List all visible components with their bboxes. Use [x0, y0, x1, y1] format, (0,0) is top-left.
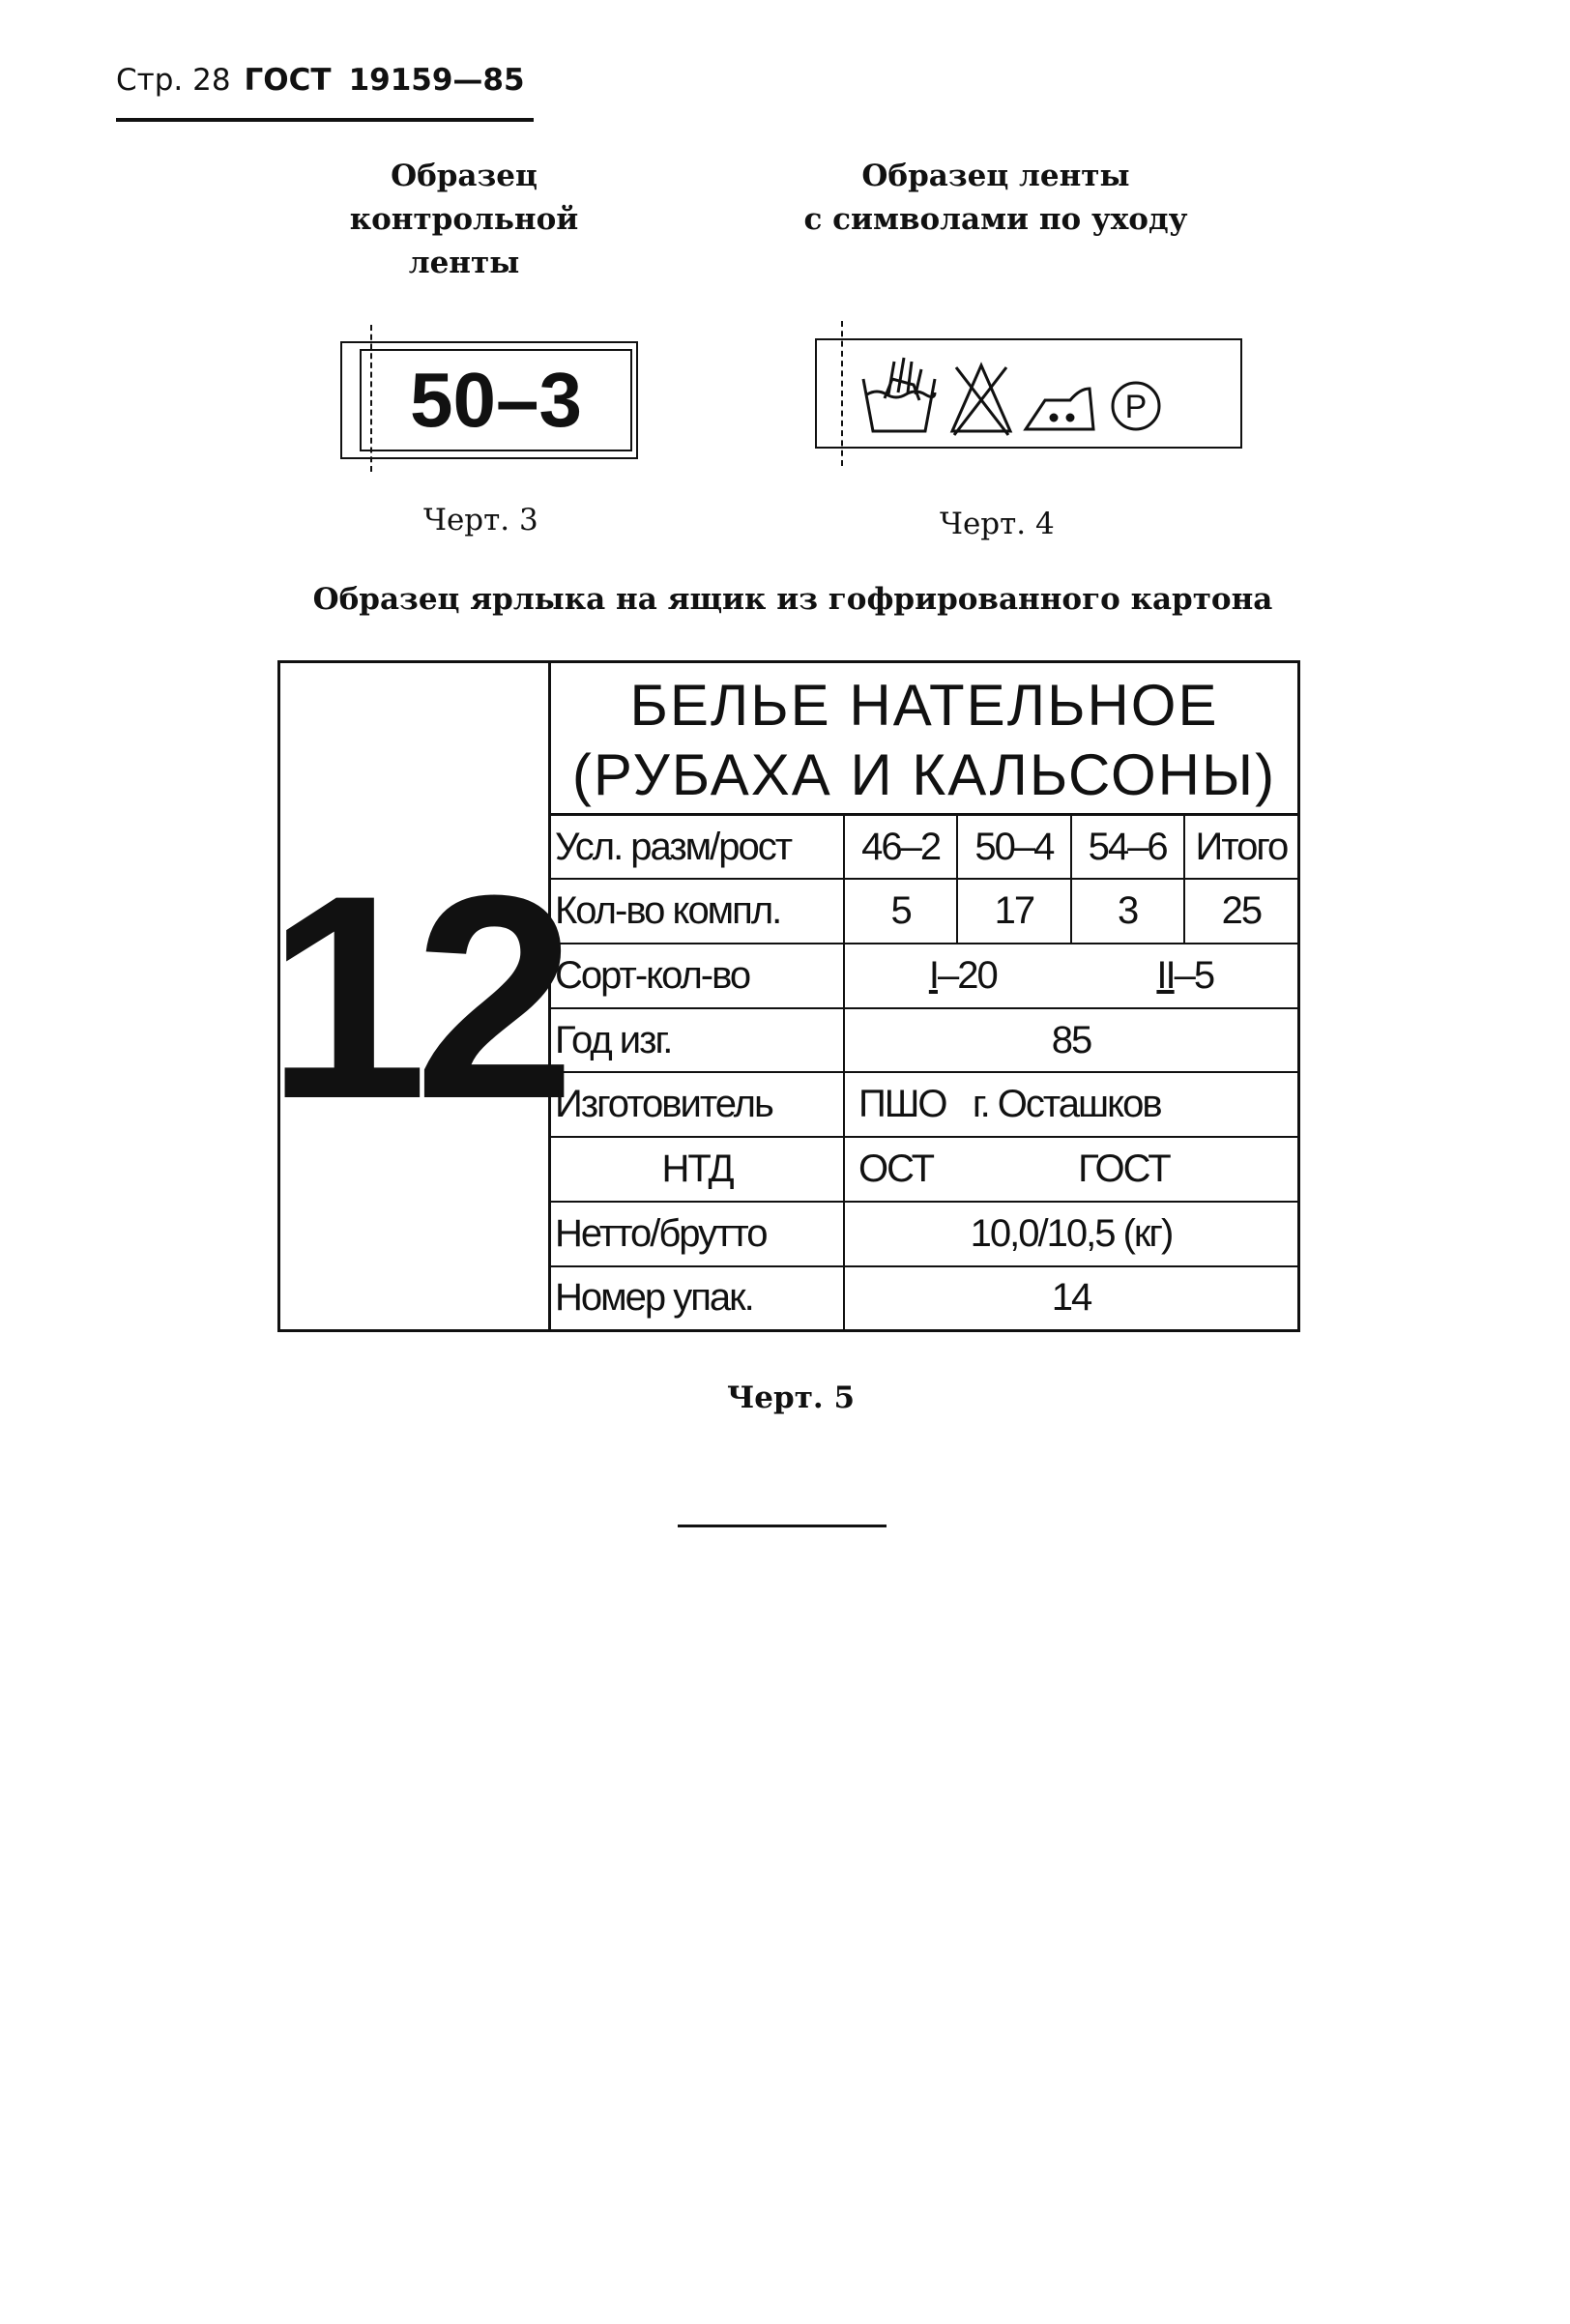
row-label: Сорт-кол-во	[551, 944, 844, 1008]
table-cell: 3	[1071, 879, 1184, 944]
table-cell: 5	[844, 879, 957, 944]
row-label: Изготовитель	[551, 1072, 844, 1137]
gost-label: ГОСТ	[244, 63, 332, 98]
grade-roman: II	[1156, 953, 1175, 997]
figure-3-label: Черт. 3	[423, 503, 538, 537]
table-row	[551, 816, 1297, 879]
caption-line: Образец ленты	[861, 159, 1130, 193]
control-tape	[340, 341, 638, 459]
title-line: (РУБАХА И КАЛЬСОНЫ)	[571, 742, 1277, 807]
table-cell: 10,0/10,5 (кг)	[844, 1202, 1297, 1266]
hand-wash-icon	[863, 358, 935, 431]
table-row	[551, 1008, 1297, 1073]
caption-line: контрольной	[349, 202, 579, 237]
cut-line	[370, 325, 372, 472]
box-label-caption: Образец ярлыка на ящик из гофрированного картона	[312, 582, 1273, 617]
table-row	[551, 879, 1297, 944]
table-cell: 54–6	[1071, 816, 1184, 879]
table-row	[551, 1202, 1297, 1266]
box-number: 12	[280, 663, 551, 1329]
table-row	[551, 1072, 1297, 1137]
care-symbols	[856, 350, 1204, 450]
iron-two-dots-icon	[1026, 389, 1093, 429]
control-tape-caption	[319, 155, 609, 285]
table-row	[551, 1137, 1297, 1202]
grade-value: –5	[1174, 953, 1214, 997]
grade-roman: I	[928, 953, 938, 997]
grade-1	[929, 954, 997, 998]
row-label: НТД	[551, 1137, 844, 1202]
no-bleach-icon	[952, 365, 1010, 435]
table-cell	[844, 1137, 1297, 1202]
title-line: БЕЛЬЕ НАТЕЛЬНОЕ	[629, 673, 1219, 738]
caption-line: Образец	[391, 159, 538, 193]
table-cell: 14	[844, 1266, 1297, 1329]
table-cell	[844, 1072, 1297, 1137]
maker-city: г. Осташков	[972, 1083, 1161, 1126]
figure-4-label: Черт. 4	[940, 507, 1055, 541]
gost-number: 19159—85	[348, 63, 525, 98]
row-label: Кол-во компл.	[551, 879, 844, 944]
caption-line: ленты	[408, 246, 520, 280]
caption-line: с символами по уходу	[803, 202, 1188, 237]
page-number: Стр. 28	[116, 63, 231, 98]
page-header	[116, 63, 525, 98]
grade-value: –20	[937, 953, 997, 997]
maker-code: ПШО	[858, 1083, 946, 1126]
svg-text:P: P	[1124, 389, 1148, 425]
care-tape-caption	[793, 155, 1199, 242]
care-tape-right-edge	[1240, 338, 1242, 447]
grade-2	[1156, 954, 1213, 998]
header-rule	[116, 118, 534, 122]
product-title	[551, 663, 1297, 816]
ntd-ost: ОСТ	[858, 1147, 934, 1191]
label-table	[551, 816, 1297, 1329]
cut-line	[841, 321, 843, 466]
table-cell: 25	[1184, 879, 1297, 944]
end-rule	[678, 1525, 887, 1527]
row-label: Номер упак.	[551, 1266, 844, 1329]
grade-values	[849, 954, 1294, 998]
dry-clean-p-icon	[1113, 383, 1159, 429]
control-tape-value: 50–3	[360, 349, 632, 451]
row-label: Нетто/брутто	[551, 1202, 844, 1266]
table-cell	[844, 944, 1297, 1008]
table-cell: 17	[957, 879, 1070, 944]
table-row	[551, 1266, 1297, 1329]
table-cell: Итого	[1184, 816, 1297, 879]
table-cell: 85	[844, 1008, 1297, 1073]
table-row	[551, 944, 1297, 1008]
figure-5-label: Черт. 5	[727, 1380, 856, 1415]
table-cell: 50–4	[957, 816, 1070, 879]
table-cell: 46–2	[844, 816, 957, 879]
care-tape	[815, 338, 1242, 449]
row-label: Усл. разм/рост	[551, 816, 844, 879]
row-label: Год изг.	[551, 1008, 844, 1073]
ntd-gost: ГОСТ	[1078, 1147, 1170, 1191]
box-label	[266, 660, 1300, 1332]
